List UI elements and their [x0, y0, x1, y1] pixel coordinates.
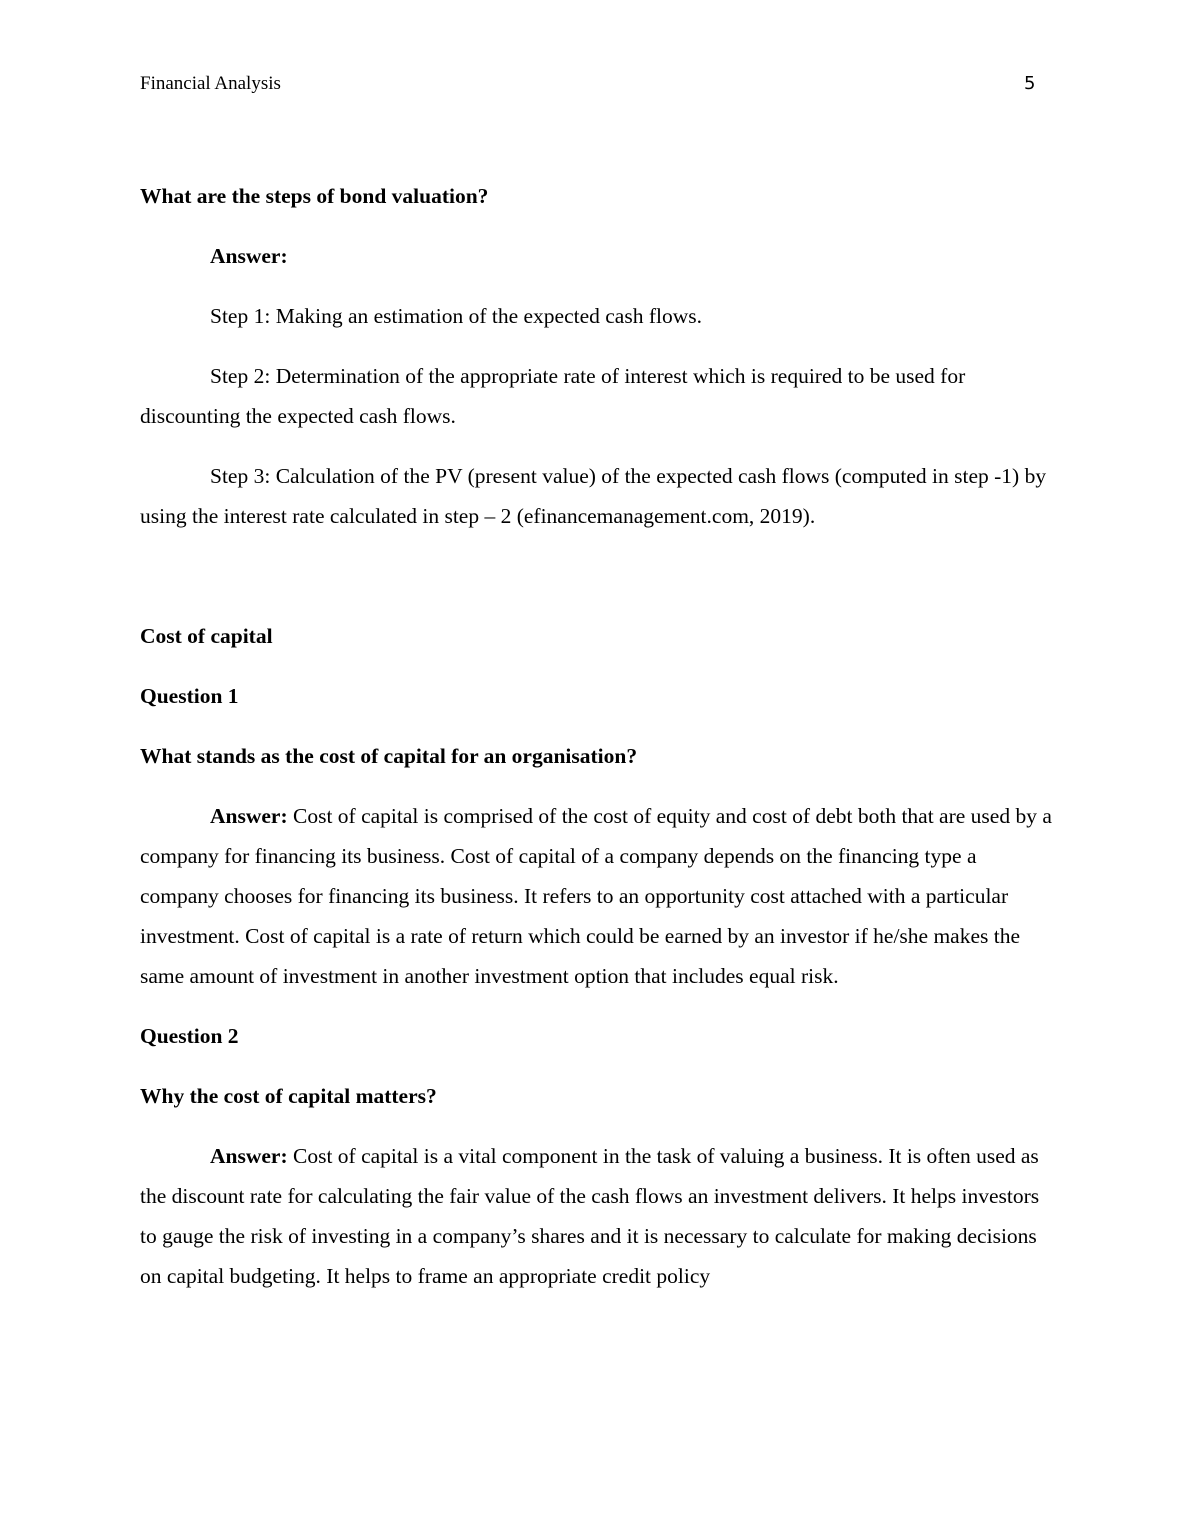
question-2-answer-label: Answer: — [210, 1144, 288, 1168]
question-2-label: Question 2 — [140, 1024, 239, 1048]
question-2-answer-paragraph — [140, 1136, 1052, 1296]
step-1-paragraph: Step 1: Making an estimation of the expected cash flows. — [210, 304, 702, 328]
question-1-answer-label: Answer: — [210, 804, 288, 828]
cost-of-capital-heading: Cost of capital — [140, 624, 273, 648]
question-1-text: What stands as the cost of capital for an organisation? — [140, 744, 638, 768]
step-2-paragraph: Step 2: Determination of the appropriate rate of interest which is required to be used for discounting the expected cash flows. — [140, 364, 966, 428]
question-2-text: Why the cost of capital matters? — [140, 1084, 437, 1108]
step-3-paragraph: Step 3: Calculation of the PV (present value) of the expected cash flows (computed in step -1) by using the interest rate calculated in step – 2 (efinancemanagement.com, 2019). — [140, 464, 1047, 528]
section-spacer — [140, 556, 1052, 616]
question-1-label: Question 1 — [140, 684, 239, 708]
document-body — [140, 176, 1052, 1316]
page-number: 5 — [1024, 73, 1036, 94]
running-head: Financial Analysis — [140, 73, 281, 94]
bond-valuation-question: What are the steps of bond valuation? — [140, 184, 489, 208]
question-2-answer-text: Cost of capital is a vital component in the task of valuing a business. It is often used as the discount rate for calculating the fair value of the cash flows an investment delivers. It helps investors to gauge the risk of investing in a company’s shares and it is necessary to calculate for making decisions on capital budgeting. It helps to frame an appropriate credit policy — [140, 1144, 1040, 1288]
answer-label: Answer: — [210, 244, 288, 268]
question-1-answer-paragraph — [140, 796, 1052, 996]
question-1-answer-text: Cost of capital is comprised of the cost of equity and cost of debt both that are used by a company for financing its business. Cost of capital of a company depends on the financing type a company chooses for financing its business. It refers to an opportunity cost attached with a particular investment. Cost of capital is a rate of return which could be earned by an investor if he/she makes the same amount of investment in another investment option that includes equal risk. — [140, 804, 1052, 988]
